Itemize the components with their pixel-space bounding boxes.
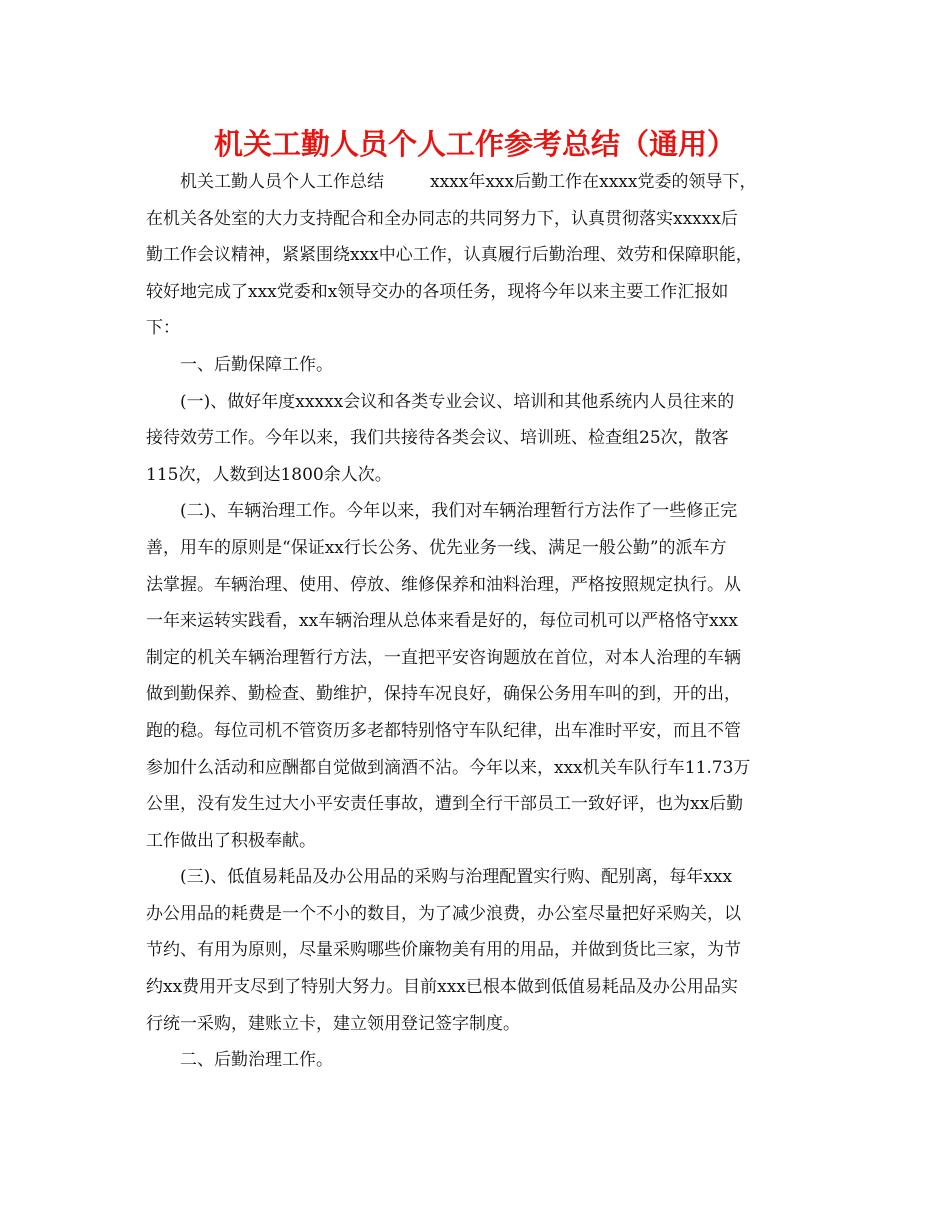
intro-line: 较好地完成了xxx党委和x领导交办的各项任务，现将今年以来主要工作汇报如 — [146, 281, 729, 302]
para-2-line: 一年来运转实践看，xx车辆治理从总体来看是好的，每位司机可以严格恪守xxx — [146, 611, 738, 632]
intro-first-line — [146, 164, 810, 201]
para-3-line: (三)、低值易耗品及办公用品的采购与治理配置实行购、配别离，每年xxx — [180, 867, 733, 888]
para-2-line: 公里，没有发生过大小平安责任事故，遭到全行干部员工一致好评，也为xx后勤 — [146, 794, 744, 815]
para-2-line: 法掌握。车辆治理、使用、停放、维修保养和油料治理，严格按照规定执行。从 — [146, 574, 741, 595]
para-2-line: 参加什么活动和应酬都自觉做到滴酒不沾。今年以来，xxx机关车队行车11.73万 — [146, 757, 751, 778]
section-heading-1: 一、后勤保障工作。 — [180, 354, 333, 375]
para-2-line: 做到勤保养、勤检查、勤维护，保持车况良好，确保公务用车叫的到，开的出， — [146, 684, 741, 705]
para-2-line: 制定的机关车辆治理暂行方法，一直把平安咨询题放在首位，对本人治理的车辆 — [146, 647, 741, 668]
intro-label: 机关工勤人员个人工作总结 — [180, 172, 384, 192]
para-3-line: 约xx费用开支尽到了特别大努力。目前xxx已根本做到低值易耗品及办公用品实 — [146, 977, 738, 998]
document-title: 机关工勤人员个人工作参考总结（通用） — [213, 127, 736, 161]
intro-line: xxxx年xxx后勤工作在xxxx党委的领导下， — [430, 172, 757, 192]
para-2-line: 善，用车的原则是“保证xx行长公务、优先业务一线、满足一般公勤”的派车方 — [146, 537, 727, 558]
intro-line: 在机关各处室的大力支持配合和全办同志的共同努力下，认真贯彻落实xxxxx后 — [146, 208, 738, 229]
para-1-line: (一)、做好年度xxxxx会议和各类专业会议、培训和其他系统内人员往来的 — [180, 391, 735, 412]
para-3-line: 节约、有用为原则，尽量采购哪些价廉物美有用的用品，并做到货比三家，为节 — [146, 940, 741, 961]
section-heading-2: 二、后勤治理工作。 — [180, 1050, 333, 1071]
para-1-line: 115次，人数到达1800余人次。 — [146, 464, 392, 485]
para-3-line: 行统一采购，建账立卡，建立领用登记签字制度。 — [146, 1013, 520, 1034]
para-1-line: 接待效劳工作。今年以来，我们共接待各类会议、培训班、检查组25次，散客 — [146, 428, 729, 449]
document-body — [146, 164, 810, 1079]
intro-line: 勤工作会议精神，紧紧围绕xxx中心工作，认真履行后勤治理、效劳和保障职能， — [146, 245, 753, 266]
para-3-line: 办公用品的耗费是一个不小的数目，为了减少浪费，办公室尽量把好采购关，以 — [146, 903, 741, 924]
para-2-line: 工作做出了积极奉献。 — [146, 830, 316, 851]
intro-line: 下： — [146, 318, 180, 339]
para-2-line: 跑的稳。每位司机不管资历多老都特别恪守车队纪律，出车准时平安，而且不管 — [146, 720, 741, 741]
para-2-line: (二)、车辆治理工作。今年以来，我们对车辆治理暂行方法作了一些修正完 — [180, 501, 738, 522]
